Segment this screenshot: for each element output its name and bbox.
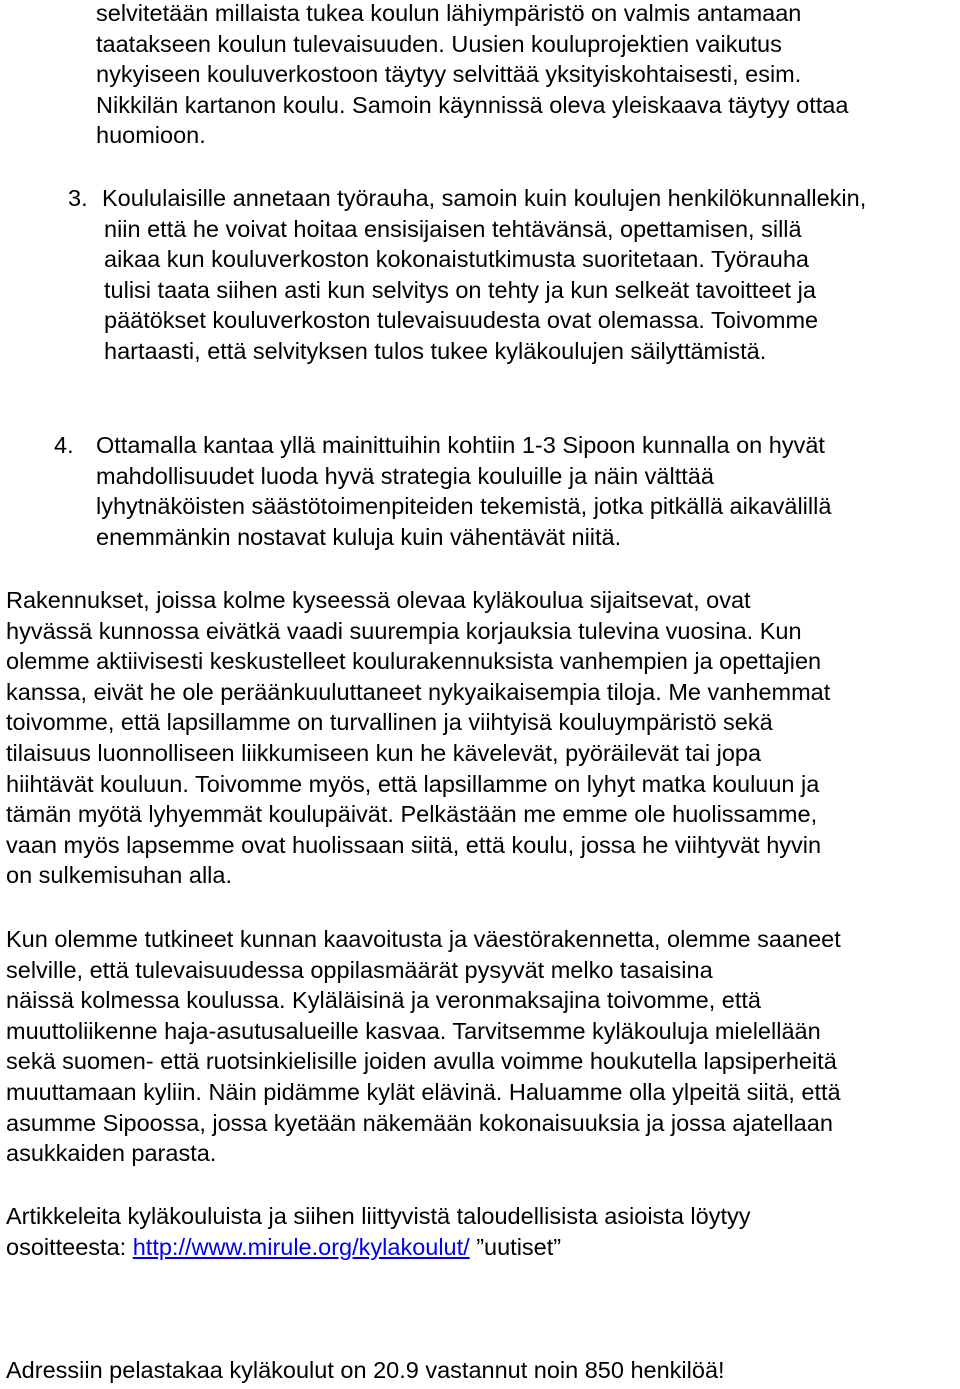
list-number: 3. <box>68 185 88 211</box>
text-line: Artikkeleita kyläkouluista ja siihen liittyvistä taloudellisista asioista löytyy <box>6 1203 751 1229</box>
paragraph-petition <box>6 1355 725 1386</box>
text-line: niin että he voivat hoitaa ensisijaisen tehtävänsä, opettamisen, sillä <box>104 215 802 242</box>
text-line: enemmänkin nostavat kuluja kuin vähentävät niitä. <box>96 523 622 550</box>
text-line: asukkaiden parasta. <box>6 1140 217 1167</box>
text-line: selvitetään millaista tukea koulun lähiympäristö on valmis antamaan <box>96 0 802 26</box>
list-item-3 <box>68 183 866 367</box>
text-line: Rakennukset, joissa kolme kyseessä olevaa kyläkoulua sijaitsevat, ovat <box>6 587 751 613</box>
list-item-body <box>104 183 866 367</box>
list-number: 4. <box>54 432 74 458</box>
text-line: Kun olemme tutkineet kunnan kaavoitusta ja väestörakennetta, olemme saaneet <box>6 926 841 952</box>
text-line: selville, että tulevaisuudessa oppilasmäärät pysyvät melko tasaisina <box>6 956 713 983</box>
text-line: Nikkilän kartanon koulu. Samoin käynnissä oleva yleiskaava täytyy ottaa <box>96 91 849 118</box>
text-line: muuttoliikenne haja-asutusalueille kasvaa. Tarvitsemme kyläkouluja mielellään <box>6 1017 821 1044</box>
text-line: nykyiseen kouluverkostoon täytyy selvittää yksityiskohtaisesti, esim. <box>96 61 802 88</box>
text-line: hartaasti, että selvityksen tulos tukee kyläkoulujen säilyttämistä. <box>104 337 767 364</box>
text-line: näissä kolmessa koulussa. Kyläläisinä ja veronmaksajina toivomme, että <box>6 987 761 1014</box>
link-suffix: ”uutiset” <box>469 1233 562 1260</box>
text-line: vaan myös lapsemme ovat huolissaan siitä, että koulu, jossa he viihtyvät hyvin <box>6 831 822 858</box>
text-line: kanssa, eivät he ole peräänkuuluttaneet nykyaikaisempia tiloja. Me vanhemmat <box>6 678 831 705</box>
text-line: aikaa kun kouluverkoston kokonaistutkimusta suoritetaan. Työrauha <box>104 246 809 273</box>
text-line: muuttamaan kyliin. Näin pidämme kylät elävinä. Haluamme olla ylpeitä siitä, että <box>6 1078 841 1105</box>
text-line: huomioon. <box>96 122 206 149</box>
text-line: päätökset kouluverkoston tulevaisuudesta ovat olemassa. Toivomme <box>104 307 819 334</box>
text-line: on sulkemisuhan alla. <box>6 862 232 889</box>
text-line: hyvässä kunnossa eivätkä vaadi suurempia korjauksia tulevina vuosina. Kun <box>6 617 802 644</box>
text-line: toivomme, että lapsillamme on turvallinen ja viihtyisä kouluympäristö sekä <box>6 709 773 736</box>
text-line: tilaisuus luonnolliseen liikkumiseen kun he kävelevät, pyöräilevät tai jopa <box>6 739 762 766</box>
text-line: asumme Sipoossa, jossa kyetään näkemään kokonaisuuksia ja jossa ajatellaan <box>6 1109 833 1136</box>
paragraph-planning <box>6 924 841 1169</box>
list-item-body <box>96 430 831 552</box>
list-item-4 <box>54 430 831 552</box>
text-line: tulisi taata siihen asti kun selvitys on tehty ja kun selkeät tavoitteet ja <box>104 276 816 303</box>
paragraph-buildings <box>6 585 830 891</box>
text-line: sekä suomen- että ruotsinkielisille joiden avulla voimme houkutella lapsiperheitä <box>6 1048 837 1075</box>
text-line: tämän myötä lyhyemmät koulupäivät. Pelkästään me emme ole huolissamme, <box>6 801 818 828</box>
text-line: olemme aktiivisesti keskustelleet koulurakennuksista vanhempien ja opettajien <box>6 648 822 675</box>
text-line: hiihtävät kouluun. Toivomme myös, että lapsillamme on lyhyt matka kouluun ja <box>6 770 820 797</box>
text-line: taatakseen koulun tulevaisuuden. Uusien kouluprojektien vaikutus <box>96 30 782 57</box>
text-line <box>6 1232 750 1263</box>
text-line: Ottamalla kantaa yllä mainittuihin kohtiin 1-3 Sipoon kunnalla on hyvät <box>96 432 825 458</box>
article-link[interactable]: http://www.mirule.org/kylakoulut/ <box>132 1233 470 1260</box>
paragraph-articles <box>6 1201 750 1262</box>
text-line: Adressiin pelastakaa kyläkoulut on 20.9 vastannut noin 850 henkilöä! <box>6 1357 725 1383</box>
text-line: Koululaisille annetaan työrauha, samoin kuin koulujen henkilökunnallekin, <box>102 185 867 211</box>
intro-paragraph <box>96 0 848 151</box>
link-prefix: osoitteesta: <box>6 1233 133 1260</box>
text-line: mahdollisuudet luoda hyvä strategia kouluille ja näin välttää <box>96 462 714 489</box>
text-line: lyhytnäköisten säästötoimenpiteiden tekemistä, jotka pitkällä aikavälillä <box>96 493 832 520</box>
